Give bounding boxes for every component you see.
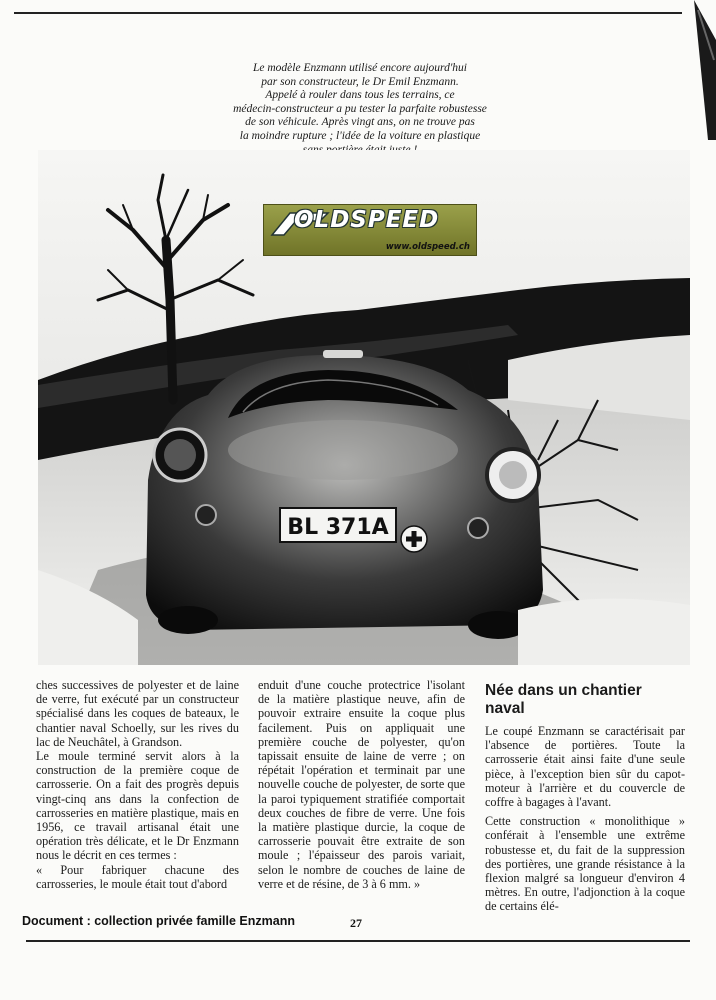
logo-url: www.oldspeed.ch xyxy=(385,242,470,252)
photo-credit: Document : collection privée famille Enzmann xyxy=(22,914,295,928)
paragraph: « Pour fabriquer chacune des carrosseries, le moule était tout d'abord xyxy=(36,862,239,891)
page-number: 27 xyxy=(350,916,362,930)
paragraph: Le coupé Enzmann se caractérisait par l'absence de portières. Toute la carrosserie était ainsi faite d'une seule pièce, à l'exception bien sûr du capot-moteur à l'arrière et du couvercle de coffre à bagages à l'avant. xyxy=(485,724,685,810)
photo-caption xyxy=(150,62,570,157)
caption-line: Appelé à rouler dans tous les terrains, ce xyxy=(265,89,455,102)
top-rule xyxy=(14,12,682,14)
paragraph: Le moule terminé servit alors à la construction de la première coque de carrosserie. On a fait des progrès depuis vingt-cinq ans dans la confection de carrosseries en matière plastique, mais en 1956, ce travail artisanal était une opération très délicate, et le Dr Enzmann nous le décrit en ces termes : xyxy=(36,749,239,863)
oldspeed-logo xyxy=(263,204,477,256)
caption-line: la moindre rupture ; l'idée de la voiture en plastique xyxy=(239,129,481,142)
caption-line: Le modèle Enzmann utilisé encore aujourd'hui xyxy=(252,62,467,74)
section-heading: Née dans un chantier naval xyxy=(485,682,642,717)
logo-wordmark: OLDSPEED xyxy=(294,207,440,233)
paragraph: Cette construction « monolithique » conférait à l'ensemble une extrême robustesse et, du fait de la suppression des portières, une grande résistance à la flexion malgré sa longueur d'environ 4 mètres. En outre, l'adjonction à la coque de certains élé- xyxy=(485,814,685,914)
text-column-3 xyxy=(485,682,685,919)
text-column-1 xyxy=(36,678,239,891)
caption-line: de son véhicule. Après vingt ans, on ne trouve pas xyxy=(245,116,475,129)
caption-line: par son constructeur, le Dr Emil Enzmann. xyxy=(261,75,459,88)
caption-line: médecin-constructeur a pu tester la parfaite robustesse xyxy=(233,102,487,115)
page-corner-curl xyxy=(694,0,716,140)
bottom-rule xyxy=(26,940,690,942)
paragraph: ches successives de polyester et de laine de verre, fut exécuté par un constructeur spécialisé dans les coques de bateaux, le chantier naval Schoelly, sur les rives du lac de Neuchâtel, à Grandson. xyxy=(36,678,239,749)
text-column-2 xyxy=(258,678,465,891)
paragraph: enduit d'une couche protectrice l'isolant de la matière plastique neuve, afin de pouvoir extraire ensuite la coque plus facilement. Puis on appliquait une première couche de polyester, qu'on tapissait ensuite de laine de verre ; on répétait l'opération et terminait par une nouvelle couche de polyester, de sorte que la paroi typiquement stratifiée comportait deux couches de fibre de verre. Une fois la matière plastique durcie, la coque de carrosserie pouvait être extraite de son moule ; l'épaisseur des parois variait, selon le nombre de couches de laine de verre et de résine, de 3 à 6 mm. » xyxy=(258,678,465,891)
license-plate: BL 371A xyxy=(287,515,389,540)
